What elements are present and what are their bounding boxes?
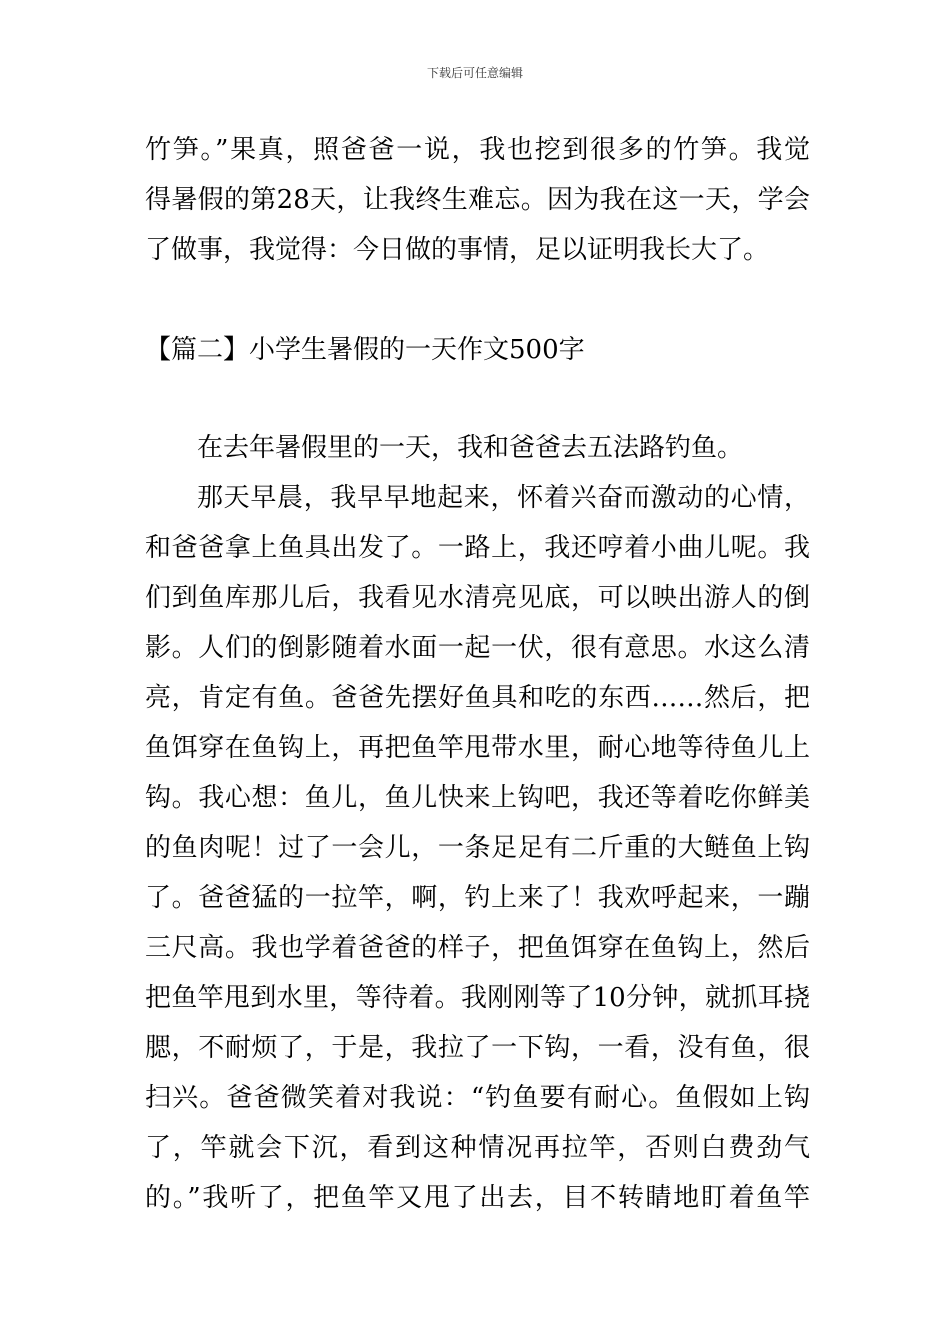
paragraph-line: 三尺高。我也学着爸爸的样子，把鱼饵穿在鱼钩上，然后 bbox=[145, 933, 810, 963]
paragraph-line: 和爸爸拿上鱼具出发了。一路上，我还哼着小曲儿呢。我 bbox=[145, 533, 810, 563]
paragraph-line: 把鱼竿甩到水里，等待着。我刚刚等了10分钟，就抓耳挠 bbox=[145, 983, 810, 1013]
paragraph-line: 了做事，我觉得：今日做的事情，足以证明我长大了。 bbox=[145, 235, 770, 265]
paragraph-line: 那天早晨，我早早地起来，怀着兴奋而激动的心情， bbox=[197, 483, 810, 513]
paragraph-line: 竹笋。”果真，照爸爸一说，我也挖到很多的竹笋。我觉 bbox=[145, 135, 810, 165]
paragraph-line: 影。人们的倒影随着水面一起一伏，很有意思。水这么清 bbox=[145, 633, 810, 663]
paragraph-line: 们到鱼库那儿后，我看见水清亮见底，可以映出游人的倒 bbox=[145, 583, 810, 613]
paragraph-line: 得暑假的第28天，让我终生难忘。因为我在这一天，学会 bbox=[145, 185, 810, 215]
paragraph-line: 的鱼肉呢！过了一会儿，一条足足有二斤重的大鲢鱼上钩 bbox=[145, 833, 810, 863]
header-note: 下载后可任意编辑 bbox=[426, 66, 523, 80]
paragraph-line: 钩。我心想：鱼儿，鱼儿快来上钩吧，我还等着吃你鲜美 bbox=[145, 783, 810, 813]
paragraph-line: 鱼饵穿在鱼钩上，再把鱼竿甩带水里，耐心地等待鱼儿上 bbox=[145, 733, 810, 763]
paragraph-line: 腮，不耐烦了，于是，我拉了一下钩，一看，没有鱼，很 bbox=[145, 1033, 810, 1063]
paragraph-line: 了。爸爸猛的一拉竿，啊，钓上来了！我欢呼起来，一蹦 bbox=[145, 883, 810, 913]
paragraph-line: 的。”我听了，把鱼竿又甩了出去，目不转睛地盯着鱼竿 bbox=[145, 1183, 810, 1213]
paragraph-line: 扫兴。爸爸微笑着对我说：“钓鱼要有耐心。鱼假如上钩 bbox=[145, 1083, 810, 1113]
paragraph-line: 了，竿就会下沉，看到这种情况再拉竿，否则白费劲气 bbox=[145, 1133, 810, 1163]
section-heading: 【篇二】小学生暑假的一天作文500字 bbox=[145, 335, 585, 365]
paragraph-line: 亮，肯定有鱼。爸爸先摆好鱼具和吃的东西……然后，把 bbox=[145, 683, 810, 713]
paragraph-line: 在去年暑假里的一天，我和爸爸去五法路钓鱼。 bbox=[197, 433, 744, 463]
